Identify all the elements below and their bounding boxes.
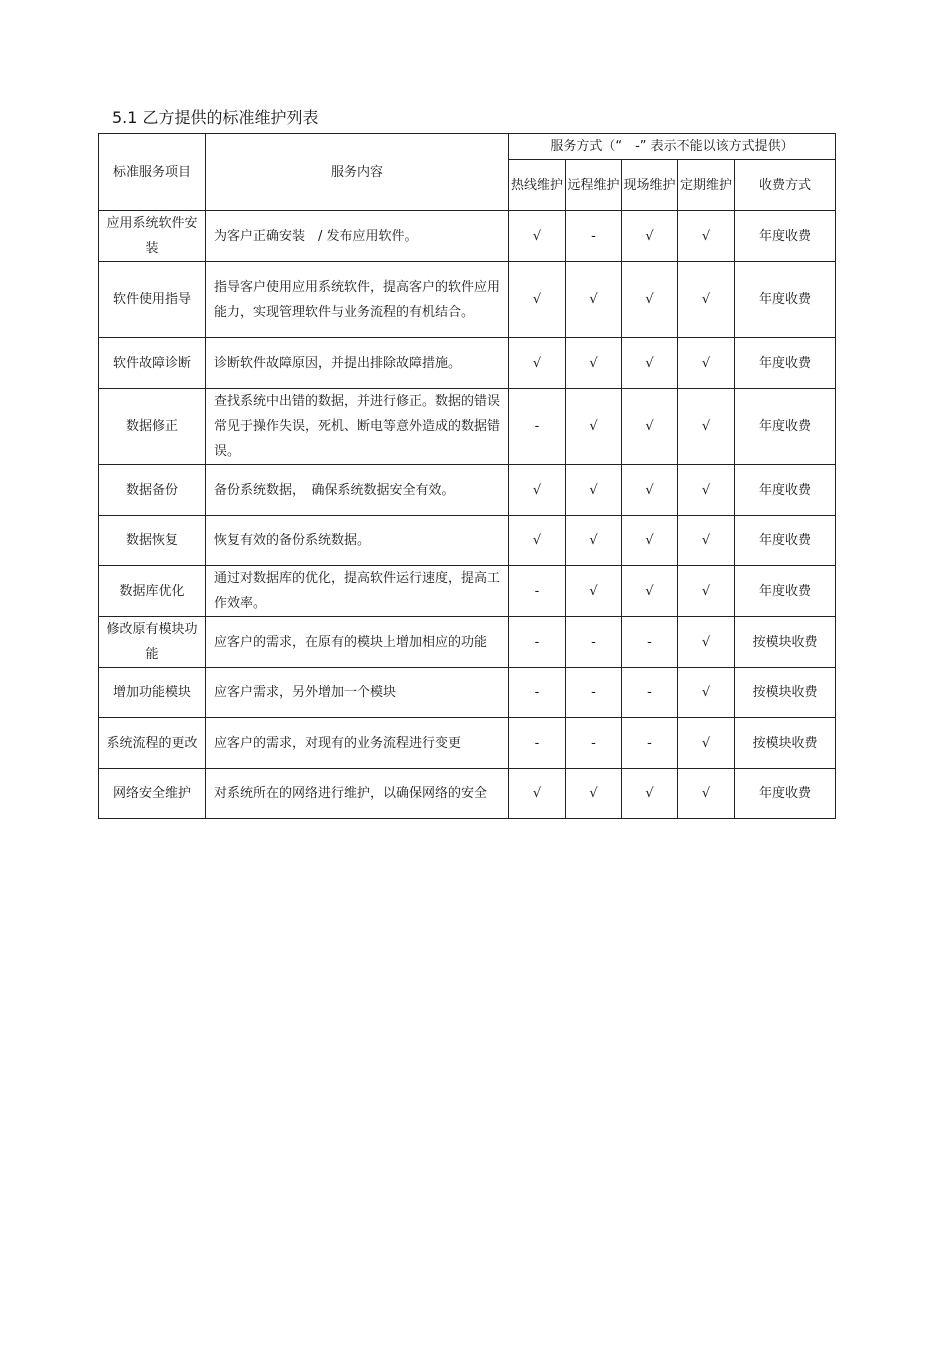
table-row	[99, 211, 836, 262]
cell-fee: 年度收费	[735, 769, 836, 819]
table-row	[99, 718, 836, 769]
cell-remote: -	[566, 718, 622, 769]
header-mode-group: 服务方式（“ -” 表示不能以该方式提供）	[509, 134, 836, 160]
cell-onsite: √	[622, 262, 678, 338]
header-fee: 收费方式	[735, 160, 836, 211]
row-item: 系统流程的更改	[99, 718, 206, 769]
cell-hotline: -	[509, 718, 566, 769]
row-item: 软件故障诊断	[99, 338, 206, 389]
cell-periodic: √	[678, 566, 735, 617]
row-item: 数据库优化	[99, 566, 206, 617]
cell-periodic: √	[678, 262, 735, 338]
cell-periodic: √	[678, 668, 735, 718]
table-row	[99, 566, 836, 617]
cell-hotline: √	[509, 338, 566, 389]
cell-periodic: √	[678, 718, 735, 769]
maintenance-table	[98, 133, 836, 819]
table-row	[99, 668, 836, 718]
row-content: 应客户的需求，对现有的业务流程进行变更	[206, 718, 509, 769]
cell-remote: -	[566, 617, 622, 668]
cell-fee: 年度收费	[735, 389, 836, 465]
cell-hotline: √	[509, 465, 566, 516]
table-row	[99, 389, 836, 465]
cell-fee: 年度收费	[735, 211, 836, 262]
cell-fee: 按模块收费	[735, 668, 836, 718]
cell-fee: 按模块收费	[735, 718, 836, 769]
table-row	[99, 262, 836, 338]
header-hotline: 热线维护	[509, 160, 566, 211]
cell-onsite: √	[622, 516, 678, 566]
header-row	[99, 134, 836, 160]
cell-remote: √	[566, 566, 622, 617]
cell-hotline: -	[509, 389, 566, 465]
cell-fee: 年度收费	[735, 465, 836, 516]
cell-remote: √	[566, 516, 622, 566]
cell-hotline: √	[509, 262, 566, 338]
cell-fee: 年度收费	[735, 566, 836, 617]
cell-fee: 按模块收费	[735, 617, 836, 668]
section-title: 5.1 乙方提供的标准维护列表	[112, 108, 319, 127]
table-row	[99, 465, 836, 516]
cell-periodic: √	[678, 389, 735, 465]
row-item: 数据备份	[99, 465, 206, 516]
row-content: 应客户需求，另外增加一个模块	[206, 668, 509, 718]
row-content: 查找系统中出错的数据，并进行修正。数据的错误常见于操作失误，死机、断电等意外造成的数据错误。	[206, 389, 509, 465]
cell-remote: √	[566, 389, 622, 465]
header-content: 服务内容	[206, 134, 509, 211]
cell-remote: -	[566, 668, 622, 718]
cell-periodic: √	[678, 338, 735, 389]
cell-onsite: √	[622, 338, 678, 389]
row-item: 数据恢复	[99, 516, 206, 566]
table-row	[99, 617, 836, 668]
cell-onsite: √	[622, 769, 678, 819]
row-content: 备份系统数据， 确保系统数据安全有效。	[206, 465, 509, 516]
table-row	[99, 769, 836, 819]
header-periodic: 定期维护	[678, 160, 735, 211]
cell-onsite: √	[622, 566, 678, 617]
row-content: 恢复有效的备份系统数据。	[206, 516, 509, 566]
cell-fee: 年度收费	[735, 262, 836, 338]
row-content: 应客户的需求，在原有的模块上增加相应的功能	[206, 617, 509, 668]
header-remote: 远程维护	[566, 160, 622, 211]
row-item: 修改原有模块功能	[99, 617, 206, 668]
row-content: 指导客户使用应用系统软件，提高客户的软件应用能力，实现管理软件与业务流程的有机结合。	[206, 262, 509, 338]
cell-hotline: -	[509, 566, 566, 617]
row-item: 软件使用指导	[99, 262, 206, 338]
row-content: 诊断软件故障原因，并提出排除故障措施。	[206, 338, 509, 389]
cell-hotline: √	[509, 516, 566, 566]
cell-fee: 年度收费	[735, 516, 836, 566]
cell-periodic: √	[678, 617, 735, 668]
cell-hotline: -	[509, 617, 566, 668]
cell-onsite: √	[622, 465, 678, 516]
row-content: 为客户正确安装 / 发布应用软件。	[206, 211, 509, 262]
cell-onsite: -	[622, 617, 678, 668]
cell-hotline: -	[509, 668, 566, 718]
cell-onsite: √	[622, 389, 678, 465]
cell-remote: √	[566, 769, 622, 819]
row-content: 对系统所在的网络进行维护，以确保网络的安全	[206, 769, 509, 819]
row-item: 应用系统软件安装	[99, 211, 206, 262]
row-item: 增加功能模块	[99, 668, 206, 718]
cell-remote: √	[566, 338, 622, 389]
cell-periodic: √	[678, 465, 735, 516]
row-item: 网络安全维护	[99, 769, 206, 819]
cell-hotline: √	[509, 769, 566, 819]
table-row	[99, 516, 836, 566]
header-item: 标准服务项目	[99, 134, 206, 211]
cell-remote: √	[566, 262, 622, 338]
row-item: 数据修正	[99, 389, 206, 465]
cell-onsite: -	[622, 668, 678, 718]
cell-onsite: -	[622, 718, 678, 769]
cell-periodic: √	[678, 516, 735, 566]
cell-remote: -	[566, 211, 622, 262]
cell-periodic: √	[678, 211, 735, 262]
header-onsite: 现场维护	[622, 160, 678, 211]
cell-remote: √	[566, 465, 622, 516]
cell-onsite: √	[622, 211, 678, 262]
row-content: 通过对数据库的优化，提高软件运行速度，提高工作效率。	[206, 566, 509, 617]
cell-hotline: √	[509, 211, 566, 262]
table-row	[99, 338, 836, 389]
cell-periodic: √	[678, 769, 735, 819]
cell-fee: 年度收费	[735, 338, 836, 389]
